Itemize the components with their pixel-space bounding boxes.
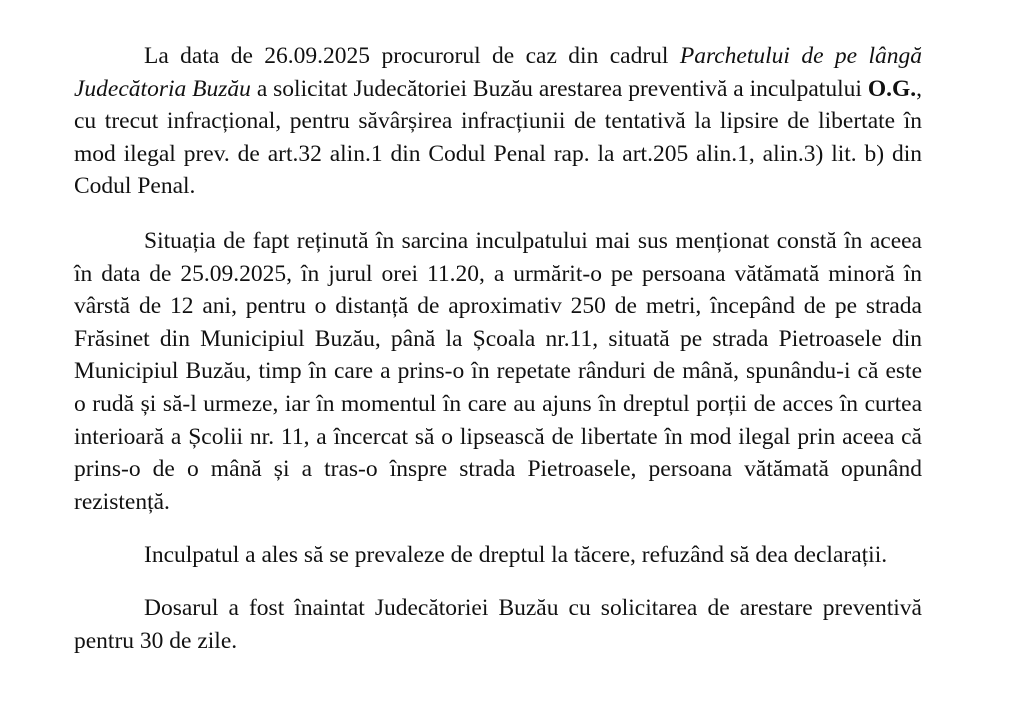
- paragraph-1-text-b: a solicitat Judecătoriei Buzău arestarea preventivă a inculpatului: [250, 75, 868, 102]
- paragraph-request: [74, 40, 922, 203]
- paragraph-facts: Situația de fapt reținută în sarcina inculpatului mai sus menționat constă în aceea în data de 25.09.2025, în jurul orei 11.20, a urmărit-o pe persoana vătămată minoră în vârstă de 12 ani, pentru o distanță de aproximativ 250 de metri, începând de pe strada Frăsinet din Municipiul Buzău, până la Școala nr.11, situată pe strada Pietroasele din Municipiul Buzău, timp în care a prins-o în repetate rânduri de mână, spunându-i că este o rudă și să-l urmeze, iar în momentul în care au ajuns în dreptul porții de acces în curtea interioară a Școlii nr. 11, a încercat să o lipsească de libertate în mod ilegal prin aceea că prins-o de o mână și a tras-o înspre strada Pietroasele, persoana vătămată opunând rezistență.: [74, 227, 922, 515]
- defendant-initials: O.G.: [867, 75, 917, 102]
- paragraph-1-text-c: , cu trecut infracțional, pentru săvârșirea infracțiunii de tentativă la lipsire de libertate în mod ilegal prev. de art.32 alin.1 din Codul Penal rap. la art.205 alin.1, alin.3) lit. b) din Codul Penal.: [74, 75, 922, 200]
- prosecutor-office-name: Parchetului de pe lângă Judecătoria Buzău: [74, 43, 923, 102]
- document-body: [74, 40, 922, 657]
- paragraph-silence: Inculpatul a ales să se prevaleze de dreptul la tăcere, refuzând să dea declarații.: [144, 542, 888, 569]
- paragraph-1-text-a: La data de 26.09.2025 procurorul de caz din cadrul: [144, 43, 680, 69]
- paragraph-file-forwarded: Dosarul a fost înaintat Judecătoriei Buzău cu solicitarea de arestare preventivă pentru 30 de zile.: [74, 594, 922, 654]
